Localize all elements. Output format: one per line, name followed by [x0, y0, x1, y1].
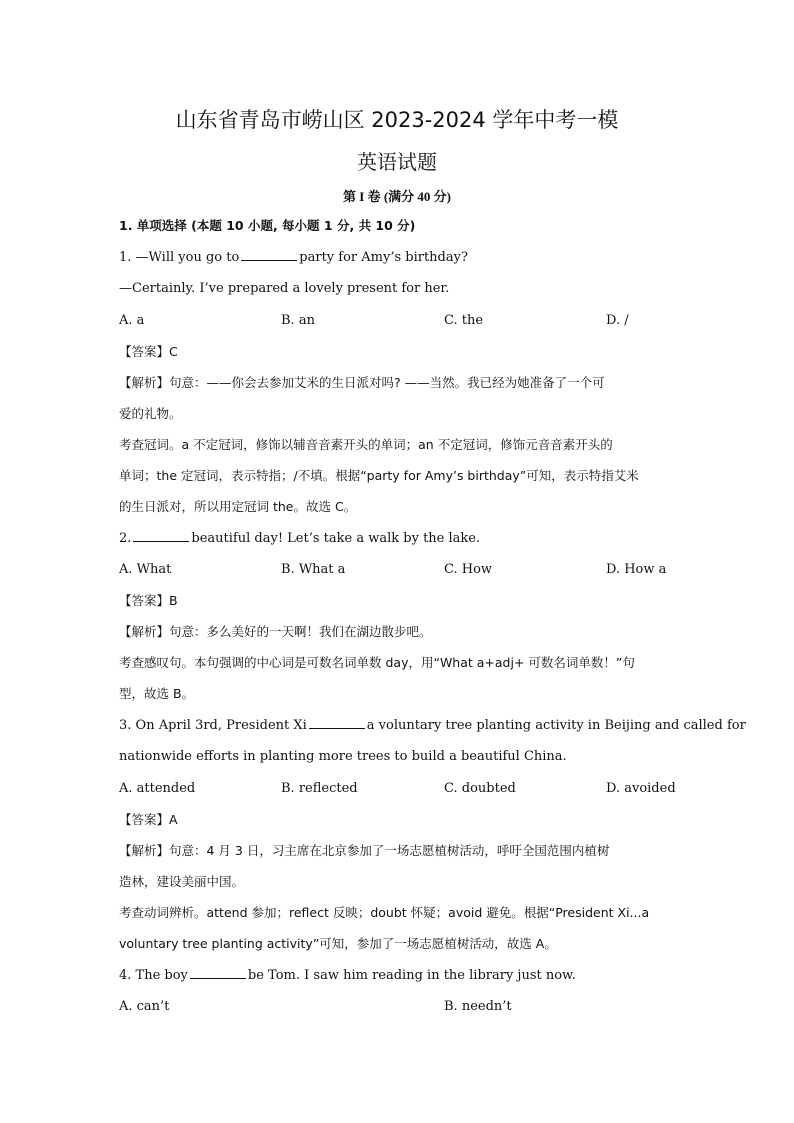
question-1-option-b: B. an	[281, 313, 315, 328]
question-3-stem	[119, 716, 746, 736]
exam-title: 山东省青岛市崂山区 2023-2024 学年中考一模	[175, 108, 619, 132]
question-1-option-d: D. /	[606, 313, 629, 328]
question-2-option-b: B. What a	[281, 562, 346, 577]
question-4-stem-start: 4. The boy	[119, 968, 188, 983]
question-3-option-c: C. doubted	[444, 781, 516, 796]
question-3-analysis-line: 【解析】句意：4 月 3 日，习主席在北京参加了一场志愿植树活动，呼吁全国范围内植树	[119, 843, 610, 858]
question-1-answer: 【答案】C	[119, 344, 178, 359]
question-1-stem-end: party for Amy’s birthday?	[299, 250, 468, 265]
answer-blank	[190, 967, 246, 979]
question-4-stem-end: be Tom. I saw him reading in the library just now.	[247, 968, 576, 983]
question-3-analysis-line: 考查动词辨析。attend 参加；reflect 反映；doubt 怀疑；avoid 避免。根据“President Xi...a	[119, 905, 650, 920]
answer-blank	[309, 717, 365, 729]
question-2-stem-end: beautiful day! Let’s take a walk by the lake.	[191, 531, 481, 546]
question-4-stem	[119, 966, 679, 986]
question-2-option-a: A. What	[119, 562, 172, 577]
question-3-stem-end: a voluntary tree planting activity in Beijing and called for	[366, 718, 746, 733]
question-3-analysis-line: voluntary tree planting activity”可知，参加了一场志愿植树活动，故选 A。	[119, 936, 557, 951]
question-1-option-c: C. the	[444, 313, 484, 328]
question-2-analysis-line: 【解析】句意：多么美好的一天啊！我们在湖边散步吧。	[119, 624, 432, 639]
question-3-analysis-line: 造林，建设美丽中国。	[119, 874, 245, 889]
question-3-answer: 【答案】A	[119, 812, 178, 827]
question-3-option-d: D. avoided	[606, 781, 676, 796]
question-1-analysis-line: 爱的礼物。	[119, 406, 182, 421]
question-1-analysis-line: 单词；the 定冠词，表示特指；/不填。根据“party for Amy’s birthday”可知，表示特指艾米	[119, 468, 639, 483]
question-4-option-a: A. can’t	[119, 999, 170, 1014]
volume-heading: 第 I 卷 (满分 40 分)	[343, 189, 451, 204]
question-3-option-a: A. attended	[119, 781, 196, 796]
question-1-stem-start: 1. —Will you go to	[119, 250, 240, 265]
section-heading: 1. 单项选择 (本题 10 小题, 每小题 1 分, 共 10 分)	[119, 218, 416, 233]
question-1-option-a: A. a	[119, 313, 145, 328]
question-2-stem	[119, 529, 679, 549]
question-1-analysis-line: 【解析】句意：——你会去参加艾米的生日派对吗? ——当然。我已经为她准备了一个可	[119, 375, 605, 390]
question-1-stem	[119, 248, 679, 268]
question-4-option-b: B. needn’t	[444, 999, 512, 1014]
question-2-analysis-line: 考查感叹句。本句强调的中心词是可数名词单数 day，用“What a+adj+ 可数名词单数！”句	[119, 655, 635, 670]
question-1-analysis-line: 考查冠词。a 不定冠词，修饰以辅音音素开头的单词；an 不定冠词，修饰元音音素开头的	[119, 437, 613, 452]
question-3-option-b: B. reflected	[281, 781, 358, 796]
question-2-answer: 【答案】B	[119, 593, 178, 608]
answer-blank	[133, 530, 189, 542]
question-3-stem-start: 3. On April 3rd, President Xi	[119, 718, 307, 733]
question-1-reply: —Certainly. I’ve prepared a lovely present for her.	[119, 281, 450, 296]
question-2-number: 2.	[119, 531, 132, 546]
question-3-stem-continued: nationwide efforts in planting more trees to build a beautiful China.	[119, 749, 567, 764]
answer-blank	[241, 249, 297, 261]
question-2-option-c: C. How	[444, 562, 493, 577]
question-2-analysis-line: 型，故选 B。	[119, 686, 195, 701]
question-2-option-d: D. How a	[606, 562, 667, 577]
exam-subtitle: 英语试题	[357, 150, 437, 174]
question-1-analysis-line: 的生日派对，所以用定冠词 the。故选 C。	[119, 499, 357, 514]
